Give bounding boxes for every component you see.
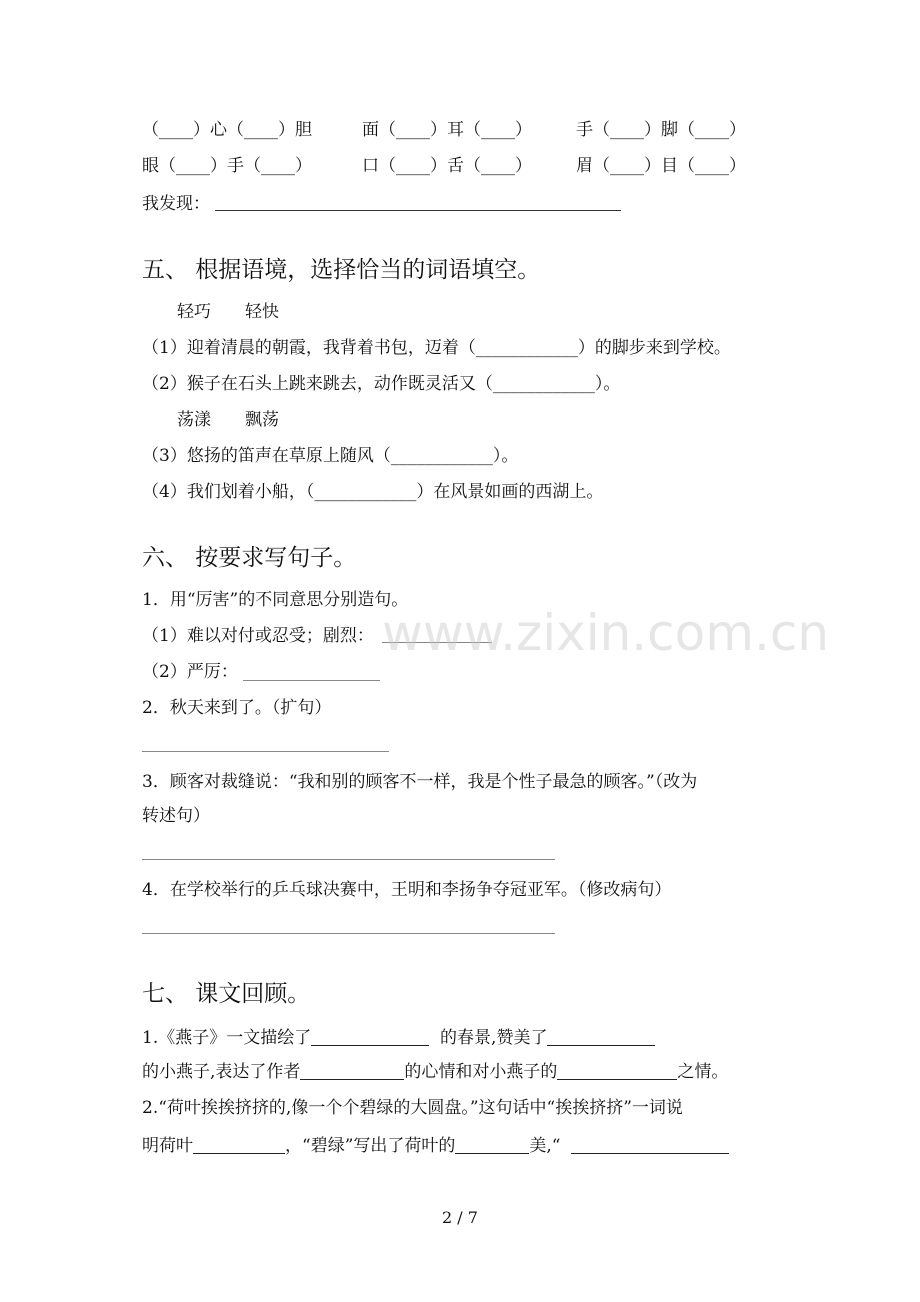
word-choices-2: 荡漾 飘荡 bbox=[177, 410, 279, 430]
section5-title: 五、 根据语境，选择恰当的词语填空。 bbox=[142, 257, 541, 283]
review-q1-text-d: 的心情和对小燕子的 bbox=[404, 1062, 558, 1082]
review-q2-text-a: 明荷叶 bbox=[142, 1136, 193, 1156]
discover-label: 我发现： bbox=[142, 194, 210, 214]
sentence-question-3-line1: 3．顾客对裁缝说：“我和别的顾客不一样，我是个性子最急的顾客。”（改为 bbox=[142, 772, 698, 792]
answer-line-4[interactable] bbox=[142, 933, 555, 934]
sentence-question-2: 2．秋天来到了。（扩句） bbox=[142, 698, 332, 718]
section7-title: 七、 课文回顾。 bbox=[142, 981, 311, 1007]
section6-title: 六、 按要求写句子。 bbox=[142, 545, 357, 571]
review-question-1-line1 bbox=[142, 1027, 655, 1049]
review-q2-blank-2[interactable] bbox=[455, 1137, 529, 1154]
answer-line-3[interactable] bbox=[142, 859, 555, 860]
watermark: www.zixin.com.cn bbox=[382, 604, 830, 662]
review-question-2-line2 bbox=[142, 1135, 729, 1157]
review-q1-blank-2[interactable] bbox=[547, 1029, 655, 1046]
idiom-row2-b: 口（____）舌（____） bbox=[362, 156, 532, 176]
answer-line-1b[interactable] bbox=[243, 680, 380, 681]
idiom-row1-c: 手（____）脚（____） bbox=[576, 120, 746, 140]
review-q2-text-c: 美,“ bbox=[529, 1136, 561, 1156]
idiom-row2-a: 眼（____）手（____） bbox=[142, 156, 312, 176]
sentence-question-1: 1．用“厉害”的不同意思分别造句。 bbox=[142, 590, 409, 610]
sentence-question-4: 4．在学校举行的乒乓球决赛中，王明和李扬争夺冠亚军。（修改病句） bbox=[142, 880, 672, 900]
review-question-2-line1: 2.“荷叶挨挨挤挤的,像一个个碧绿的大圆盘。”这句话中“挨挨挤挤”一词说 bbox=[142, 1098, 683, 1118]
review-q1-text-e: 之情。 bbox=[677, 1062, 729, 1082]
fill-question-3: （3）悠扬的笛声在草原上随风（____________）。 bbox=[142, 446, 519, 466]
sentence-question-3-line2: 转述句） bbox=[142, 806, 210, 826]
idiom-row1-a: （____）心（____）胆 bbox=[142, 120, 312, 140]
review-q2-blank-3[interactable] bbox=[571, 1137, 729, 1154]
review-q2-text-b: ，“碧绿”写出了荷叶的 bbox=[285, 1136, 456, 1156]
review-q1-blank-3[interactable] bbox=[300, 1063, 404, 1080]
review-q1-blank-4[interactable] bbox=[557, 1063, 677, 1080]
idiom-row2-c: 眉（____）目（____） bbox=[576, 156, 746, 176]
review-q1-text-a: 1.《燕子》一文描绘了 bbox=[142, 1028, 312, 1048]
fill-question-1: （1）迎着清晨的朝霞，我背着书包，迈着（____________）的脚步来到学校。 bbox=[142, 338, 731, 358]
sentence-question-1b: （2）严厉： bbox=[142, 662, 238, 682]
review-question-1-line2 bbox=[142, 1061, 728, 1083]
fill-question-4: （4）我们划着小船，（____________）在风景如画的西湖上。 bbox=[142, 482, 604, 502]
page-number: 2 / 7 bbox=[442, 1208, 478, 1227]
review-q1-text-b: 的春景,赞美了 bbox=[440, 1028, 548, 1048]
word-choices-1: 轻巧 轻快 bbox=[177, 302, 279, 322]
idiom-row1-b: 面（____）耳（____） bbox=[362, 120, 532, 140]
review-q1-blank-1[interactable] bbox=[311, 1029, 429, 1046]
review-q2-blank-1[interactable] bbox=[193, 1137, 285, 1154]
review-q1-text-c: 的小燕子,表达了作者 bbox=[142, 1062, 301, 1082]
fill-question-2: （2）猴子在石头上跳来跳去，动作既灵活又（____________）。 bbox=[142, 374, 621, 394]
discover-answer-line[interactable] bbox=[215, 210, 621, 211]
sentence-question-1a: （1）难以对付或忍受；剧烈： bbox=[142, 626, 374, 646]
answer-line-2[interactable] bbox=[142, 751, 389, 752]
